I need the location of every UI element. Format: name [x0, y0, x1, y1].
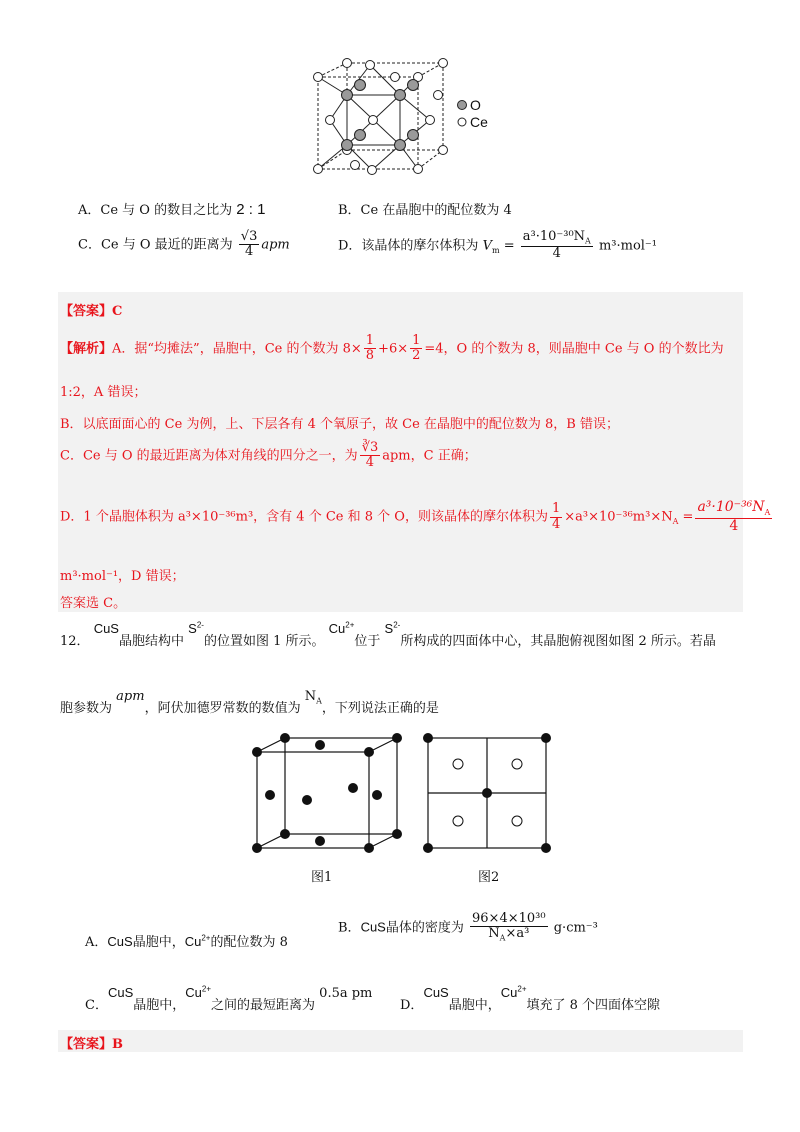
q11-option-d[interactable]: D．该晶体的摩尔体积为 $V_m$ = $\frac{a^3\cdot 10^{-30}N_A}{4}$ m³·mol⁻¹	[338, 229, 658, 262]
answer-11-final: 答案选 C。	[60, 596, 127, 611]
q12-stem-line1: 12． CuS晶胞结构中 $S^{2-}$的位置如图 1 所示。 $Cu^{2+}$位于 $S^{2-}$所构成的四面体中心，其晶胞俯视图如图 2 所示。若晶	[60, 620, 716, 649]
cus-top-view-figure-2	[420, 730, 555, 855]
analysis-line-d-cont: m³·mol⁻¹，D 错误；	[60, 569, 185, 584]
cus-cell-figure-1	[245, 730, 405, 855]
fig2-caption: 图2	[478, 870, 500, 885]
analysis-line-c: C．Ce 与 O 的最近距离为体对角线的四分之一，为 $\frac{∛3}{4}$ apm，C 正确；	[60, 440, 477, 471]
answer-11-label: 【答案】C	[60, 304, 123, 319]
legend-o-label: O	[470, 97, 481, 113]
analysis-line-d: D．1 个晶胞体积为 a³×10⁻³⁶m³，含有 4 个 Ce 和 8 个 O，则该晶体的摩尔体积为 $\frac{1}{4}$ $\times a^3\times 10^{-36}m^3\times N_A$ = $\frac{a^3\cdot 10^{-36}N_A}{4}$	[60, 499, 771, 534]
q12-option-c[interactable]: C．CuS晶胞中，$Cu^{2+}$之间的最短距离为 0.5a pm	[85, 984, 373, 1013]
fig1-caption: 图1	[311, 870, 333, 885]
q12-stem-line2: 胞参数为 apm，阿伏加德罗常数的数值为 $N_A$，下列说法正确的是	[60, 689, 439, 716]
analysis-line-a: 【解析】A．据“均摊法”，晶胞中，Ce 的个数为 8× $\frac{1}{8}$ +6× $\frac{1}{2}$ =4，O 的个数为 8，则晶胞中 Ce 与 O 的个数比为	[60, 333, 724, 364]
q11-option-b[interactable]: B．Ce 在晶胞中的配位数为 4	[338, 203, 512, 218]
analysis-line-a-cont: 1:2，A 错误；	[60, 385, 147, 400]
q11-option-c[interactable]: C．Ce 与 O 最近的距离为 $\frac{√3}{4}$ apm	[78, 229, 290, 260]
analysis-line-b: B．以底面面心的 Ce 为例，上、下层各有 4 个氧原子，故 Ce 在晶胞中的配位数为 8，B 错误；	[60, 417, 619, 432]
answer-12-block	[58, 1030, 743, 1052]
answer-12-label: 【答案】B	[60, 1037, 123, 1052]
q12-option-a[interactable]: A．CuS晶胞中，$Cu^{2+}$的配位数为 8	[85, 933, 288, 950]
q12-option-d[interactable]: D．CuS晶胞中，$Cu^{2+}$填充了 8 个四面体空隙	[400, 984, 661, 1013]
q12-option-b[interactable]: B．CuS晶体的密度为 $\frac{\text{96×4×10³⁰}}{N_A\times a^3}$ g·cm⁻³	[338, 911, 598, 943]
q11-option-a[interactable]: A．Ce 与 O 的数目之比为 2 : 1	[78, 201, 266, 218]
legend-ce-label: Ce	[470, 114, 488, 130]
